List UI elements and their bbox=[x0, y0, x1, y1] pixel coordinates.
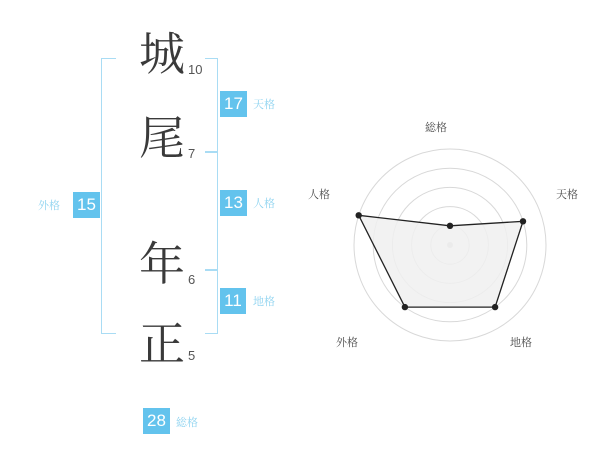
kanji-char-4: 正 bbox=[139, 319, 185, 370]
tenkaku-value-badge: 17 bbox=[220, 91, 247, 117]
outer-bracket bbox=[101, 58, 116, 334]
radar-axis-label-3: 外格 bbox=[336, 337, 358, 349]
chikaku-label: 地格 bbox=[253, 296, 275, 308]
radar-chart bbox=[300, 0, 600, 470]
kanji-char-3: 年 bbox=[139, 239, 185, 290]
jinkaku-label: 人格 bbox=[253, 198, 275, 210]
kanji-char-2: 尾 bbox=[139, 113, 185, 164]
radar-axis-label-0: 総格 bbox=[425, 122, 447, 134]
stroke-count-2: 7 bbox=[188, 146, 196, 161]
outer-label: 外格 bbox=[38, 200, 60, 212]
jinkaku-bracket bbox=[205, 152, 218, 270]
chikaku-bracket bbox=[205, 270, 218, 334]
total-label: 総格 bbox=[176, 417, 198, 429]
radar-svg bbox=[300, 0, 600, 470]
radar-data-point bbox=[356, 212, 362, 218]
total-value-badge: 28 bbox=[143, 408, 170, 434]
radar-axis-label-2: 地格 bbox=[510, 337, 532, 349]
radar-data-point bbox=[520, 218, 526, 224]
radar-data-point bbox=[402, 304, 408, 310]
stroke-count-4: 5 bbox=[188, 348, 196, 363]
chikaku-value-badge: 11 bbox=[220, 288, 246, 314]
radar-series-polygon bbox=[359, 215, 523, 307]
jinkaku-value-badge: 13 bbox=[220, 190, 247, 216]
radar-data-point bbox=[447, 223, 453, 229]
radar-axis-label-4: 人格 bbox=[308, 189, 330, 201]
outer-value-badge: 15 bbox=[73, 192, 100, 218]
stroke-count-3: 6 bbox=[188, 272, 196, 287]
tenkaku-label: 天格 bbox=[253, 99, 275, 111]
radar-data-point bbox=[492, 304, 498, 310]
tenkaku-bracket bbox=[205, 58, 218, 152]
radar-axis-label-1: 天格 bbox=[556, 189, 578, 201]
kanji-char-1: 城 bbox=[139, 29, 185, 80]
stroke-count-1: 10 bbox=[188, 62, 203, 77]
